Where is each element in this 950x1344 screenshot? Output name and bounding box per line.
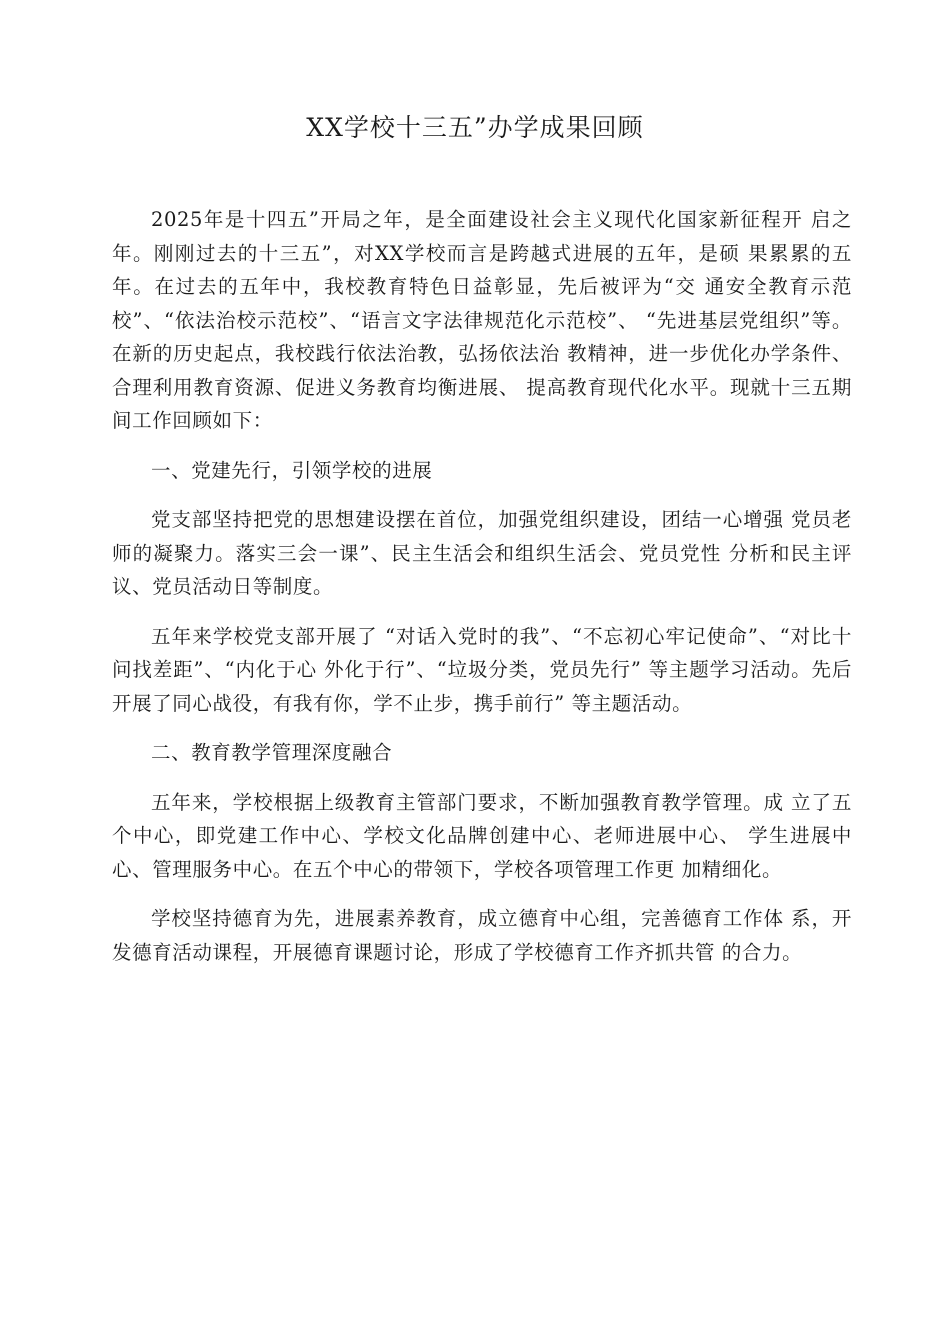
section-heading-1: 一、党建先行，引领学校的进展 bbox=[151, 458, 433, 482]
section-1-paragraph-2: 五年来学校党支部开展了 “对话入党时的我”、“不忘初心牢记使命”、“对比十问找差距”、“内化于心 外化于行”、“垃圾分类，党员先行” 等主题学习活动。先后开展了同心战役，有我有你，学不止步，携手前行” 等主题活动。 bbox=[112, 624, 852, 715]
section-heading-2: 二、教育教学管理深度融合 bbox=[151, 741, 393, 764]
section-2-paragraph-2: 学校坚持德育为先，进展素养教育，成立德育中心组，完善德育工作体 系，开发德育活动课程，开展德育课题讨论，形成了学校德育工作齐抓共管 的合力。 bbox=[112, 907, 852, 964]
section-1-paragraph-1: 党支部坚持把党的思想建设摆在首位，加强党组织建设，团结一心增强 党员老师的凝聚力。落实三会一课”、民主生活会和组织生活会、党员党性 分析和民主评议、党员活动日等制度。 bbox=[112, 508, 852, 598]
section-2-paragraph-1: 五年来，学校根据上级教育主管部门要求，不断加强教育教学管理。成 立了五个中心，即党建工作中心、学校文化品牌创建中心、老师进展中心、 学生进展中心、管理服务中心。在五个中心的带领下，学校各项管理工作更 加精细化。 bbox=[112, 790, 852, 881]
document-title: XX学校十三五”办学成果回顾 bbox=[306, 113, 644, 142]
intro-paragraph: 2025年是十四五”开局之年，是全面建设社会主义现代化国家新征程开 启之年。刚刚过去的十三五”，对XX学校而言是跨越式进展的五年，是硕 果累累的五年。在过去的五年中，我校教育特色日益彰显，先后被评为“交 通安全教育示范校”、“依法治校示范校”、“语言文字法律规范化示范校”、 “先进基层党组织”等。在新的历史起点，我校践行依法治教，弘扬依法治 教精神，进一步优化办学条件、合理利用教育资源、促进义务教育均衡进展、 提高教育现代化水平。现就十三五期间工作回顾如下： bbox=[112, 208, 852, 432]
document-body bbox=[112, 203, 852, 969]
